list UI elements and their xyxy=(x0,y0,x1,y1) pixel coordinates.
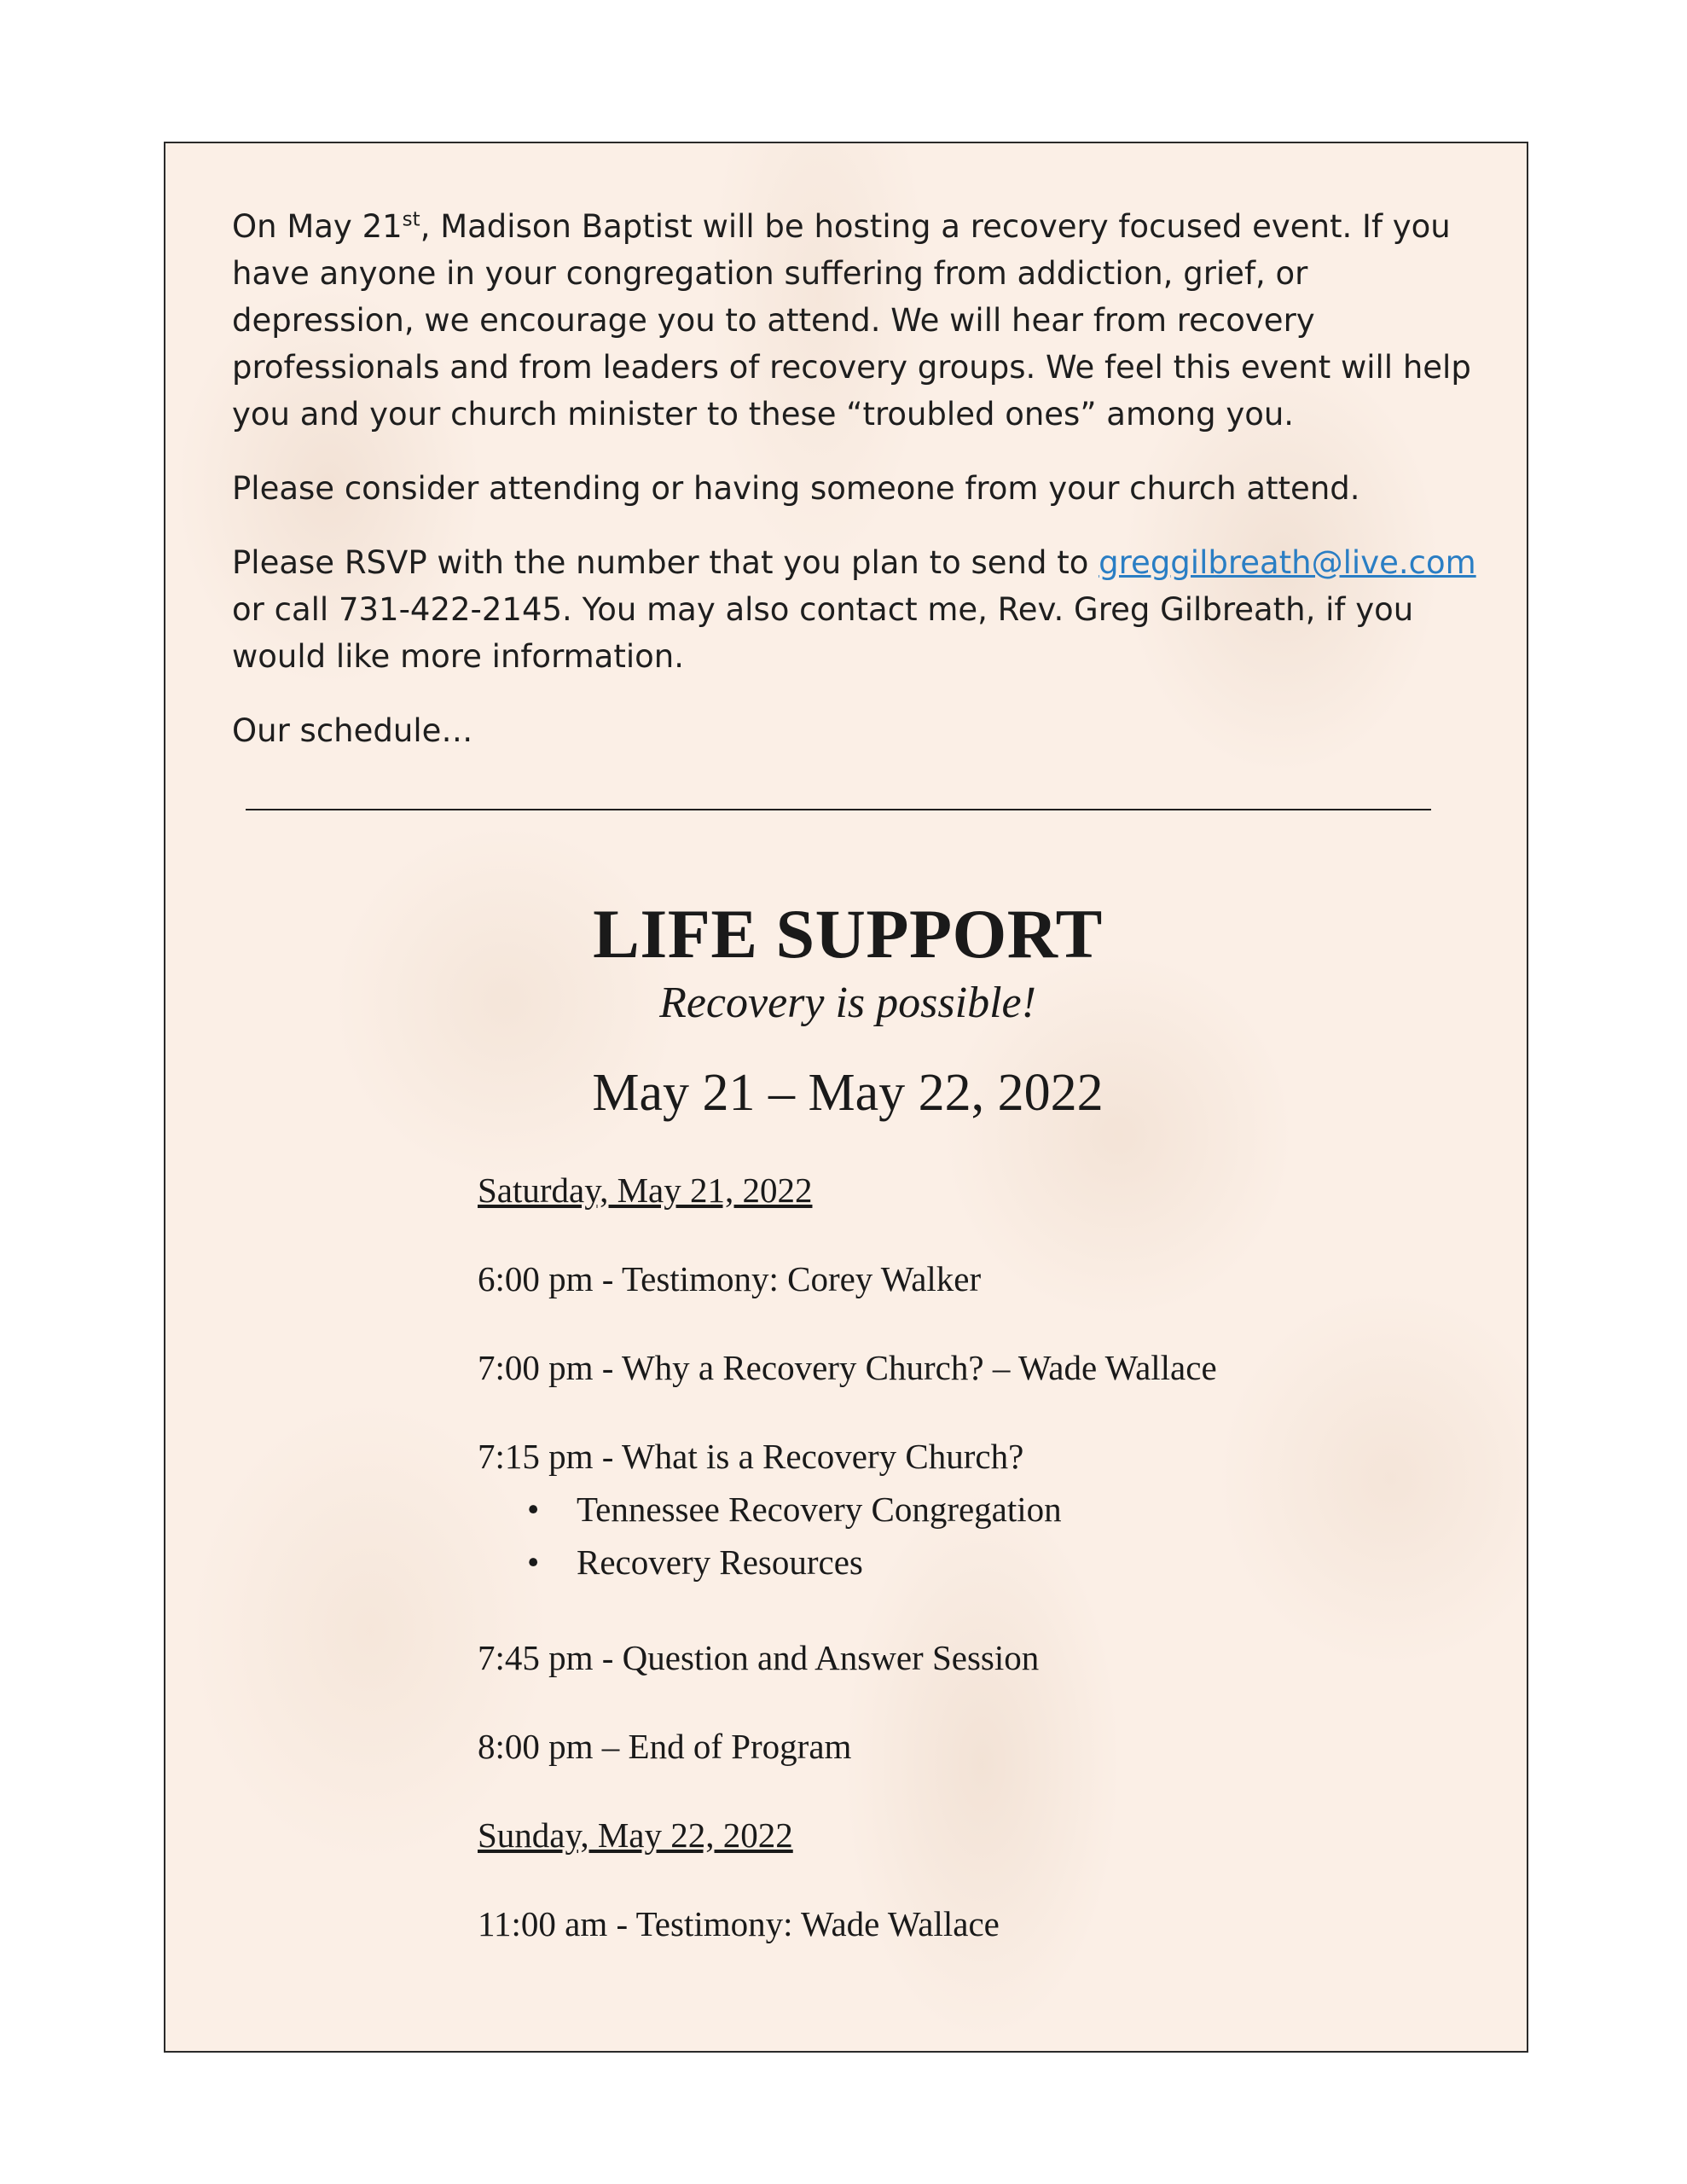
schedule xyxy=(478,1164,1458,1986)
section-divider xyxy=(246,809,1431,810)
rsvp-contact: or call 731-422-2145. You may also contact me, Rev. Greg Gilbreath, if you would like more information. xyxy=(232,591,1414,675)
ordinal-suffix: st xyxy=(402,208,420,231)
schedule-item: 8:00 pm – End of Program xyxy=(478,1727,852,1766)
schedule-sub-item-label: Tennessee Recovery Congregation xyxy=(577,1490,1062,1529)
event-flyer xyxy=(164,142,1528,2053)
intro-paragraph-event xyxy=(232,203,1486,438)
schedule-item: 7:00 pm - Why a Recovery Church? – Wade Wallace xyxy=(478,1348,1217,1387)
intro-event-lead: On May 21 xyxy=(232,208,403,245)
rsvp-email-link[interactable]: greggilbreath@live.com xyxy=(1099,544,1476,581)
day-heading-sunday: Sunday, May 22, 2022 xyxy=(478,1815,793,1855)
program-title: LIFE SUPPORT xyxy=(593,895,1103,973)
schedule-item: 7:15 pm - What is a Recovery Church? xyxy=(478,1437,1024,1476)
schedule-sub-item xyxy=(478,1483,1458,1536)
schedule-item: 7:45 pm - Question and Answer Session xyxy=(478,1638,1040,1677)
intro-letter xyxy=(232,203,1486,781)
schedule-sub-list xyxy=(478,1483,1458,1589)
schedule-sub-item-label: Recovery Resources xyxy=(577,1542,863,1582)
bullet-icon: • xyxy=(527,1490,540,1529)
intro-paragraph-attend: Please consider attending or having someone from your church attend. xyxy=(232,470,1360,507)
program-tagline: Recovery is possible! xyxy=(659,979,1036,1027)
intro-event-body: , Madison Baptist will be hosting a recovery focused event. If you have anyone in your congregation suffering from addiction, grief, or depression, we encourage you to attend. We will hear from recovery professionals and from leaders of recovery groups. We feel this event will help you and your church minister to these “troubled ones” among you. xyxy=(232,208,1471,433)
schedule-item: 11:00 am - Testimony: Wade Wallace xyxy=(478,1904,1000,1943)
program-date-range: May 21 – May 22, 2022 xyxy=(592,1064,1104,1122)
rsvp-lead: Please RSVP with the number that you plan to send to xyxy=(232,544,1099,581)
schedule-item: 6:00 pm - Testimony: Corey Walker xyxy=(478,1259,982,1298)
bullet-icon: • xyxy=(527,1542,540,1582)
schedule-sub-item xyxy=(478,1536,1458,1589)
intro-paragraph-rsvp xyxy=(232,539,1486,680)
intro-paragraph-schedule-lead: Our schedule… xyxy=(232,712,473,749)
day-heading-saturday: Saturday, May 21, 2022 xyxy=(478,1170,813,1210)
